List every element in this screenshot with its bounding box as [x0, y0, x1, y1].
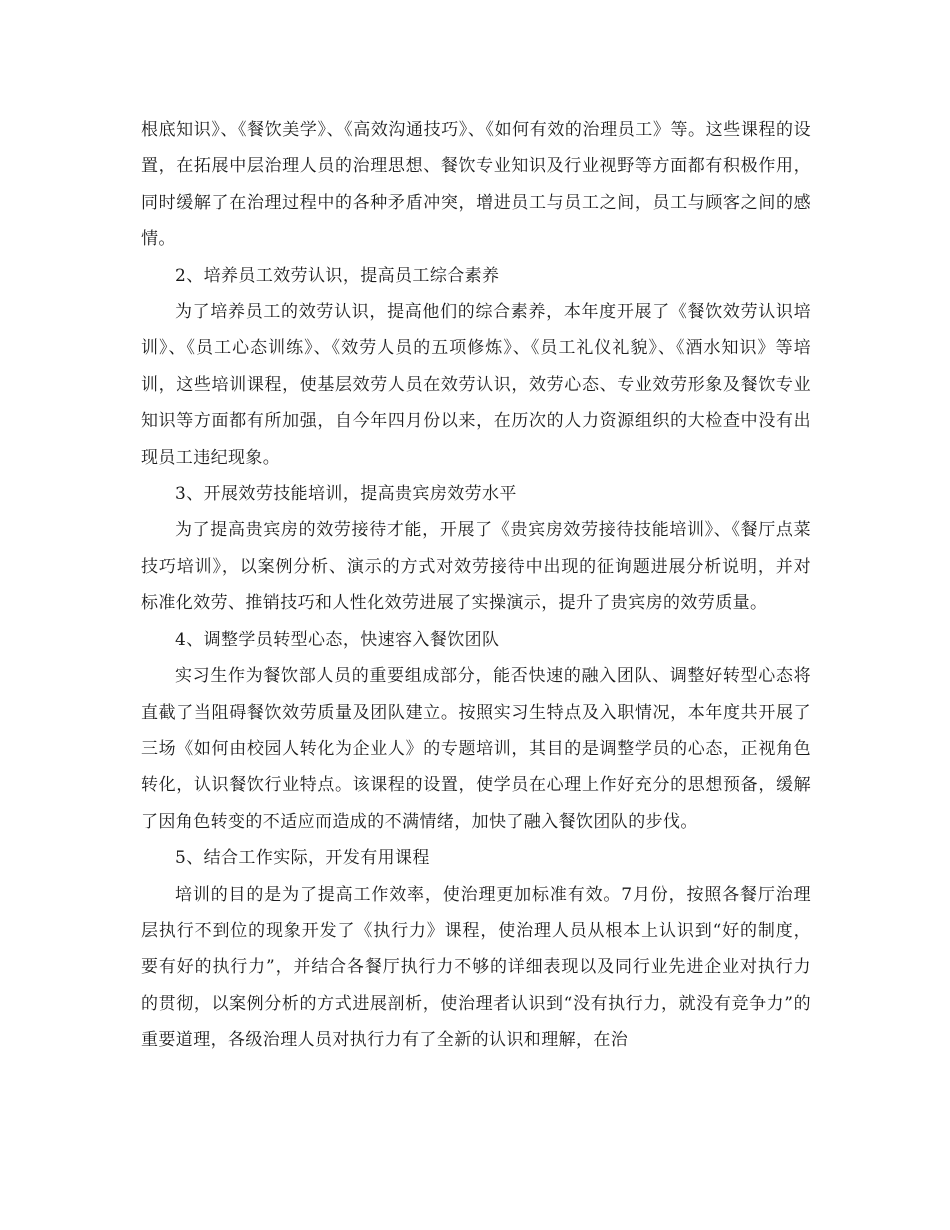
paragraph-vip-service: 为了提高贵宾房的效劳接待才能，开展了《贵宾房效劳接待技能培训》、《餐厅点菜技巧培训》，以案例分析、演示的方式对效劳接待中出现的征询题进展分析说明，并对标准化效劳、推销技巧和人性化效劳进展了实操演示，提升了贵宾房的效劳质量。	[141, 520, 811, 614]
section-heading-3: 3、开展效劳技能培训，提高贵宾房效劳水平	[175, 484, 517, 505]
section-heading-2: 2、培养员工效劳认识，提高员工综合素养	[175, 265, 500, 286]
paragraph-service-awareness: 为了培养员工的效劳认识，提高他们的综合素养，本年度开展了《餐饮效劳认识培训》、《员工心态训练》、《效劳人员的五项修炼》、《员工礼仪礼貌》、《酒水知识》等培训，这些培训课程，使基层效劳人员在效劳认识，效劳心态、专业效劳形象及餐饮专业知识等方面都有所加强，自今年四月份以来，在历次的人力资源组织的大检查中没有出现员工违纪现象。	[141, 302, 811, 468]
document-body	[141, 112, 811, 1059]
paragraph-trainee-mindset: 实习生作为餐饮部人员的重要组成部分，能否快速的融入团队、调整好转型心态将直截了当阻碍餐饮效劳质量及团队建立。按照实习生特点及入职情况，本年度共开展了三场《如何由校园人转化为企业人》的专题培训，其目的是调整学员的心态，正视角色转化，认识餐饮行业特点。该课程的设置，使学员在心理上作好充分的思想预备，缓解了因角色转变的不适应而造成的不满情绪，加快了融入餐饮团队的步伐。	[141, 666, 811, 832]
paragraph-execution-course: 培训的目的是为了提高工作效率，使治理更加标准有效。7月份，按照各餐厅治理层执行不到位的现象开发了《执行力》课程，使治理人员从根本上认识到“好的制度，要有好的执行力”，并结合各餐厅执行力不够的详细表现以及同行业先进企业对执行力的贯彻，以案例分析的方式进展剖析，使治理者认识到“没有执行力，就没有竞争力”的重要道理，各级治理人员对执行力有了全新的认识和理解，在治	[141, 884, 811, 1051]
section-heading-4: 4、调整学员转型心态，快速容入餐饮团队	[175, 629, 500, 650]
paragraph-continuation: 根底知识》、《餐饮美学》、《高效沟通技巧》、《如何有效的治理员工》等。这些课程的设置，在拓展中层治理人员的治理思想、餐饮专业知识及行业视野等方面都有积极作用，同时缓解了在治理过程中的各种矛盾冲突，增进员工与员工之间，员工与顾客之间的感情。	[141, 120, 811, 250]
section-heading-5: 5、结合工作实际，开发有用课程	[175, 848, 430, 869]
